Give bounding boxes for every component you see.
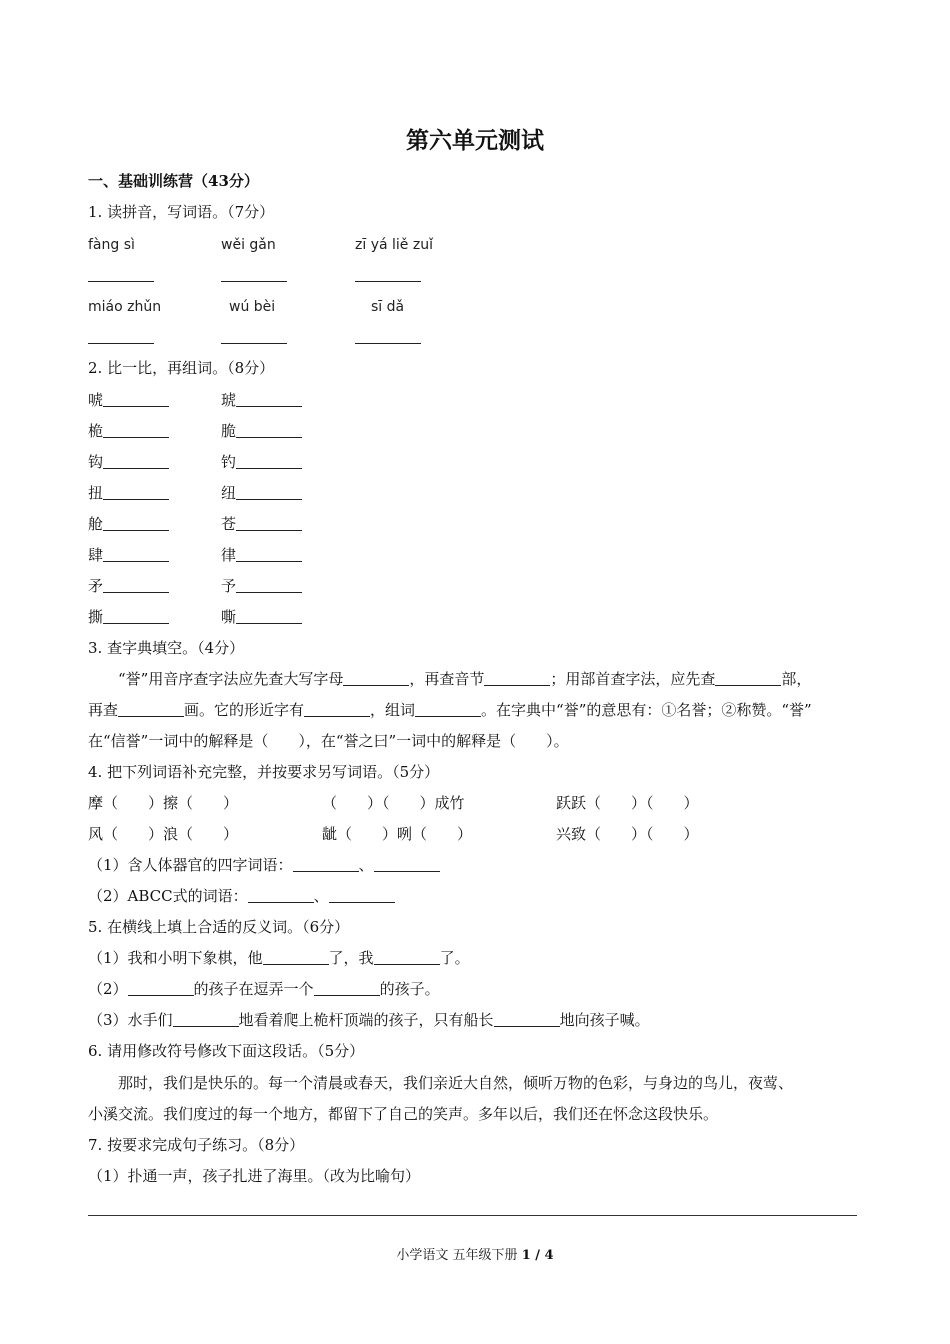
idiom-item: 摩（ ）擦（ ） bbox=[88, 794, 239, 812]
answer-blank[interactable] bbox=[103, 607, 169, 624]
answer-blank[interactable] bbox=[314, 979, 380, 996]
answer-blank[interactable] bbox=[374, 855, 440, 872]
answer-blank[interactable] bbox=[236, 514, 302, 531]
idiom-item: 兴致（ ）（ ） bbox=[556, 825, 699, 843]
compare-row bbox=[88, 390, 169, 410]
answer-blank[interactable] bbox=[236, 545, 302, 562]
text-run: （2）ABCC式的词语： bbox=[88, 887, 248, 905]
sub-question: （1）扑通一声，孩子扎进了海里。（改为比喻句） bbox=[88, 1167, 421, 1185]
text-run: 的孩子。 bbox=[379, 980, 440, 998]
text-run: 画。它的形近字有 bbox=[184, 701, 305, 719]
answer-blank[interactable] bbox=[715, 669, 781, 686]
answer-blank[interactable] bbox=[355, 343, 421, 344]
text-run: 了，我 bbox=[328, 949, 374, 967]
compare-row bbox=[221, 545, 302, 565]
compare-row bbox=[88, 607, 169, 627]
answer-blank[interactable] bbox=[355, 281, 421, 282]
text-run: （2） bbox=[88, 980, 128, 998]
sub-question bbox=[88, 948, 470, 968]
question-5-heading: 5. 在横线上填上合适的反义词。（6分） bbox=[88, 918, 350, 936]
compare-char: 矛 bbox=[88, 577, 104, 595]
idiom-item: 龇（ ）咧（ ） bbox=[322, 825, 473, 843]
pinyin-item: sī dǎ bbox=[371, 299, 405, 315]
answer-blank[interactable] bbox=[236, 452, 302, 469]
compare-row bbox=[221, 576, 302, 596]
answer-blank[interactable] bbox=[236, 421, 302, 438]
footer-divider bbox=[88, 1215, 857, 1216]
answer-blank[interactable] bbox=[374, 948, 440, 965]
sub-question bbox=[88, 1010, 650, 1030]
answer-blank[interactable] bbox=[236, 576, 302, 593]
compare-char: 律 bbox=[221, 546, 237, 564]
answer-blank[interactable] bbox=[236, 390, 302, 407]
idiom-item: 风（ ）浪（ ） bbox=[88, 825, 239, 843]
compare-char: 舱 bbox=[88, 515, 104, 533]
compare-row bbox=[221, 390, 302, 410]
compare-char: 扭 bbox=[88, 484, 104, 502]
compare-row bbox=[221, 607, 302, 627]
text-run: 部， bbox=[781, 670, 812, 688]
idiom-item: （ ）（ ）成竹 bbox=[322, 794, 465, 812]
question-4-heading: 4. 把下列词语补充完整，并按要求另写词语。（5分） bbox=[88, 763, 440, 781]
text-run: 、 bbox=[358, 856, 374, 874]
page-title: 第六单元测试 bbox=[406, 127, 544, 154]
compare-row bbox=[88, 452, 169, 472]
answer-blank[interactable] bbox=[103, 514, 169, 531]
text-run: 。在字典中“誉”的意思有：①名誉；②称赞。“誉” bbox=[481, 701, 812, 719]
text-run: （1）我和小明下象棋，他 bbox=[88, 949, 263, 967]
answer-blank[interactable] bbox=[293, 855, 359, 872]
text-run: ；用部首查字法，应先查 bbox=[550, 670, 716, 688]
answer-blank[interactable] bbox=[88, 343, 154, 344]
answer-blank[interactable] bbox=[236, 483, 302, 500]
text-run: ，再查音节 bbox=[409, 670, 485, 688]
compare-row bbox=[221, 452, 302, 472]
pinyin-item: fàng sì bbox=[88, 237, 135, 253]
compare-char: 钓 bbox=[221, 453, 237, 471]
compare-char: 琥 bbox=[221, 391, 237, 409]
compare-char: 纽 bbox=[221, 484, 237, 502]
footer-text: 小学语文 五年级下册 bbox=[396, 1248, 522, 1263]
answer-blank[interactable] bbox=[128, 979, 194, 996]
text-run: 了。 bbox=[439, 949, 470, 967]
compare-row bbox=[88, 514, 169, 534]
pinyin-item: wú bèi bbox=[229, 299, 276, 315]
compare-row bbox=[221, 483, 302, 503]
paragraph-line: 在“信誉”一词中的解释是（ ），在“誉之曰”一词中的解释是（ ）。 bbox=[88, 732, 569, 750]
compare-char: 桅 bbox=[88, 422, 104, 440]
answer-blank[interactable] bbox=[343, 669, 409, 686]
answer-blank[interactable] bbox=[103, 390, 169, 407]
pinyin-item: wěi gǎn bbox=[221, 237, 276, 253]
answer-blank[interactable] bbox=[103, 545, 169, 562]
answer-blank[interactable] bbox=[304, 700, 370, 717]
paragraph-line bbox=[88, 700, 812, 720]
question-3-heading: 3. 查字典填空。（4分） bbox=[88, 639, 245, 657]
answer-blank[interactable] bbox=[103, 452, 169, 469]
compare-row bbox=[88, 576, 169, 596]
section-heading: 一、基础训练营（43分） bbox=[88, 172, 259, 190]
answer-blank[interactable] bbox=[88, 281, 154, 282]
answer-blank[interactable] bbox=[103, 483, 169, 500]
text-run: （3）水手们 bbox=[88, 1011, 173, 1029]
question-1-heading: 1. 读拼音，写词语。（7分） bbox=[88, 203, 275, 221]
text-run: ，组词 bbox=[370, 701, 416, 719]
page-footer bbox=[0, 1246, 950, 1266]
answer-blank[interactable] bbox=[248, 886, 314, 903]
compare-char: 予 bbox=[221, 577, 237, 595]
answer-blank[interactable] bbox=[118, 700, 184, 717]
compare-char: 脆 bbox=[221, 422, 237, 440]
answer-blank[interactable] bbox=[236, 607, 302, 624]
text-run: 地向孩子喊。 bbox=[559, 1011, 650, 1029]
sub-question bbox=[88, 855, 440, 875]
compare-char: 肆 bbox=[88, 546, 104, 564]
answer-blank[interactable] bbox=[263, 948, 329, 965]
pinyin-item: miáo zhǔn bbox=[88, 299, 162, 315]
compare-char: 嘶 bbox=[221, 608, 237, 626]
compare-char: 苍 bbox=[221, 515, 237, 533]
text-run: “誉”用音序查字法应先查大写字母 bbox=[118, 670, 344, 688]
answer-blank[interactable] bbox=[221, 281, 287, 282]
text-run: 再查 bbox=[88, 701, 119, 719]
sub-question bbox=[88, 886, 395, 906]
text-run: 的孩子在逗弄一个 bbox=[193, 980, 314, 998]
compare-row bbox=[88, 421, 169, 441]
answer-blank[interactable] bbox=[103, 421, 169, 438]
question-6-heading: 6. 请用修改符号修改下面这段话。（5分） bbox=[88, 1042, 365, 1060]
paragraph-line: 小溪交流。我们度过的每一个地方，都留下了自己的笑声。多年以后，我们还在怀念这段快乐。 bbox=[88, 1105, 719, 1123]
question-2-heading: 2. 比一比，再组词。（8分） bbox=[88, 359, 275, 377]
text-run: （1）含人体器官的四字词语： bbox=[88, 856, 293, 874]
compare-char: 唬 bbox=[88, 391, 104, 409]
compare-row bbox=[221, 514, 302, 534]
answer-blank[interactable] bbox=[329, 886, 395, 903]
answer-blank[interactable] bbox=[221, 343, 287, 344]
answer-blank[interactable] bbox=[415, 700, 481, 717]
text-run: 地看着爬上桅杆顶端的孩子，只有船长 bbox=[238, 1011, 494, 1029]
idiom-item: 跃跃（ ）（ ） bbox=[556, 794, 699, 812]
compare-row bbox=[221, 421, 302, 441]
sub-question bbox=[88, 979, 440, 999]
paragraph-line: 那时，我们是快乐的。每一个清晨或春天，我们亲近大自然，倾听万物的色彩，与身边的鸟儿，夜莺、 bbox=[118, 1074, 794, 1092]
pinyin-item: zī yá liě zuǐ bbox=[355, 237, 433, 253]
text-run: 、 bbox=[313, 887, 329, 905]
answer-blank[interactable] bbox=[484, 669, 550, 686]
compare-row bbox=[88, 483, 169, 503]
answer-blank[interactable] bbox=[103, 576, 169, 593]
question-7-heading: 7. 按要求完成句子练习。（8分） bbox=[88, 1136, 305, 1154]
compare-char: 钩 bbox=[88, 453, 104, 471]
page-number: 1 / 4 bbox=[521, 1248, 554, 1263]
answer-blank[interactable] bbox=[494, 1010, 560, 1027]
paragraph-line bbox=[118, 669, 811, 689]
compare-char: 撕 bbox=[88, 608, 104, 626]
compare-row bbox=[88, 545, 169, 565]
answer-blank[interactable] bbox=[173, 1010, 239, 1027]
